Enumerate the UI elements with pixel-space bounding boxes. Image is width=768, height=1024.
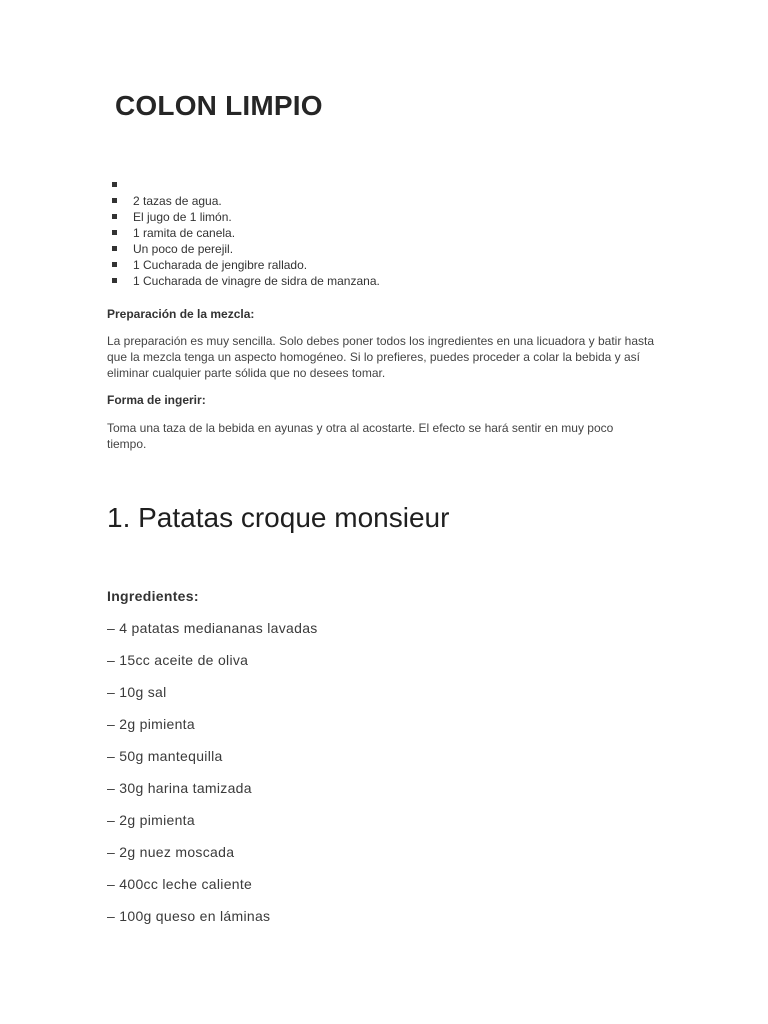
list-item-text: El jugo de 1 limón. (133, 210, 232, 224)
list-item: – 50g mantequilla (107, 748, 223, 764)
page-title: COLON LIMPIO (115, 90, 323, 121)
list-item: – 15cc aceite de oliva (107, 652, 249, 668)
square-bullet-icon (112, 278, 117, 283)
square-bullet-icon (112, 182, 117, 187)
recipe-title: 1. Patatas croque monsieur (107, 502, 450, 533)
list-item: – 30g harina tamizada (107, 780, 252, 796)
list-item-text: Un poco de perejil. (133, 242, 234, 256)
list-item (112, 177, 380, 193)
ingredients-heading: Ingredientes: (107, 588, 199, 604)
prep-paragraph: La preparación es muy sencilla. Solo debes poner todos los ingredientes en una licuadora y batir hasta que la mezcla tenga un aspecto homogéneo. Si lo prefieres, puedes proceder a colar la bebida y así eliminar cualquier parte sólida que no desees tomar. (107, 334, 655, 380)
list-item: – 2g pimienta (107, 812, 195, 828)
list-item: – 100g queso en láminas (107, 908, 271, 924)
prep-heading: Preparación de la mezcla: (107, 307, 255, 321)
list-item: – 2g nuez moscada (107, 844, 235, 860)
list-item: – 4 patatas mediananas lavadas (107, 620, 318, 636)
list-item-text: 1 Cucharada de vinagre de sidra de manzana. (133, 274, 380, 288)
square-bullet-icon (112, 246, 117, 251)
list-item (112, 241, 380, 257)
list-item-text: 1 ramita de canela. (133, 226, 236, 240)
list-item-text: 2 tazas de agua. (133, 194, 222, 208)
square-bullet-icon (112, 214, 117, 219)
list-item (112, 193, 380, 209)
ingredients-list (107, 618, 318, 938)
ingredient-bullet-list (112, 177, 380, 289)
list-item-text: 1 Cucharada de jengibre rallado. (133, 258, 308, 272)
square-bullet-icon (112, 198, 117, 203)
list-item: – 2g pimienta (107, 716, 195, 732)
list-item (112, 257, 380, 273)
list-item (112, 209, 380, 225)
square-bullet-icon (112, 230, 117, 235)
ingest-paragraph: Toma una taza de la bebida en ayunas y otra al acostarte. El efecto se hará sentir en muy poco tiempo. (107, 421, 614, 451)
ingest-heading: Forma de ingerir: (107, 393, 206, 407)
square-bullet-icon (112, 262, 117, 267)
list-item: – 10g sal (107, 684, 167, 700)
list-item (112, 225, 380, 241)
list-item (112, 273, 380, 289)
list-item: – 400cc leche caliente (107, 876, 253, 892)
